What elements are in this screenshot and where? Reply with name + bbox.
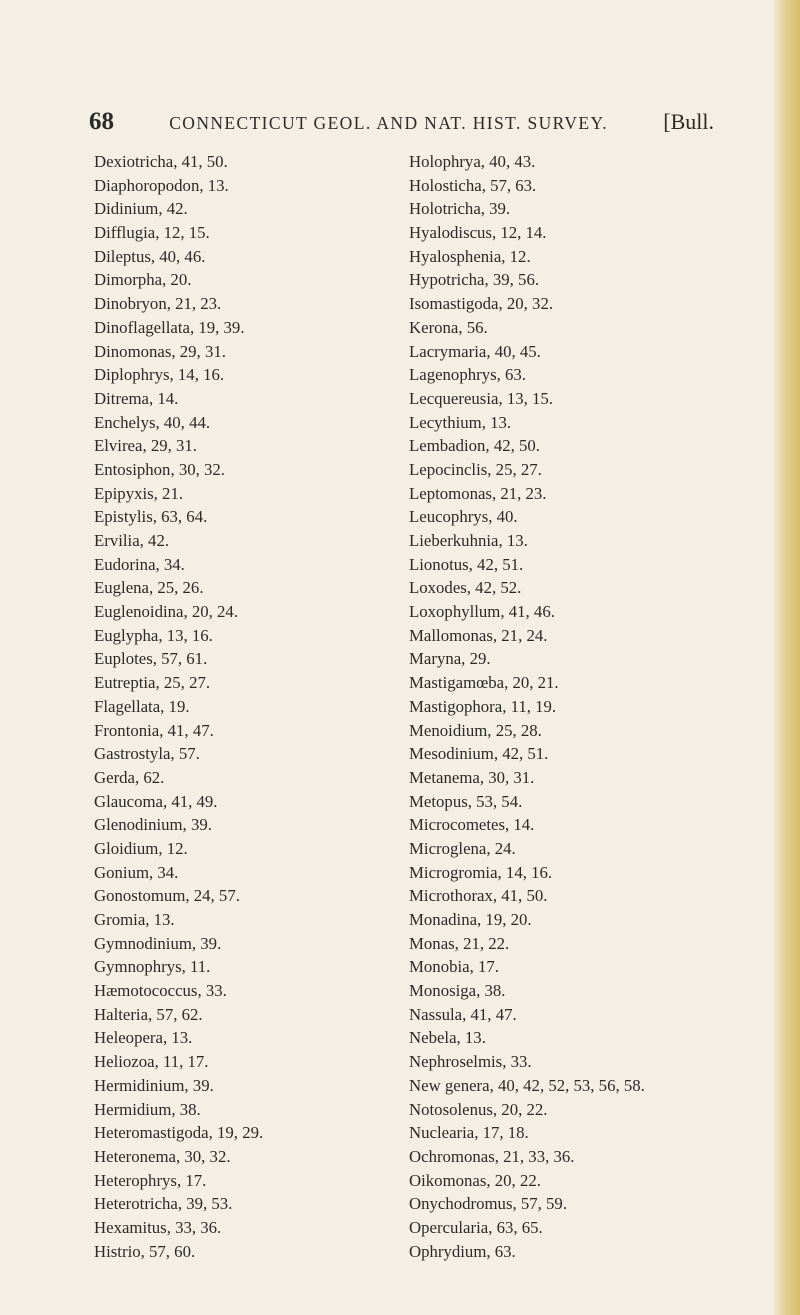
index-entry: Lieberkuhnia, 13. (409, 531, 528, 550)
index-entry: Gonostomum, 24, 57. (94, 886, 240, 906)
index-entry: Opercularia, 63, 65. (409, 1217, 543, 1237)
index-entry: Histrio, 57, 60. (94, 1241, 196, 1261)
index-entry: Hæmotococcus, 33. (94, 981, 227, 1001)
index-entry: Holotricha, 39. (409, 199, 511, 219)
index-entry: Monobia, 17. (409, 957, 499, 977)
index-entry: Enchelys, 40, 44. (94, 412, 211, 432)
index-entry: Metopus, 53, 54. (409, 791, 523, 811)
index-entry: Heteromastigoda, 19, 29. (94, 1123, 264, 1143)
index-entry: Dinobryon, 21, 23. (94, 294, 222, 314)
index-entry: Hypotricha, 39, 56. (409, 270, 540, 290)
index-entry: Ervilia, 42. (94, 531, 170, 550)
index-entry: Heliozoa, 11, 17. (94, 1052, 209, 1072)
bulletin-label: [Bull. (663, 109, 714, 134)
index-entry: Eudorina, 34. (94, 554, 185, 574)
index-entry: Loxodes, 42, 52. (409, 578, 522, 598)
index-entry: Nebela, 13. (409, 1028, 486, 1048)
index-entry: Hexamitus, 33, 36. (94, 1217, 222, 1237)
index-entry: Ophrydium, 63. (409, 1241, 516, 1261)
index-entry: Dinoflagellata, 19, 39. (94, 317, 245, 337)
index-entry: Glaucoma, 41, 49. (94, 791, 218, 811)
index-entry: Diaphoropodon, 13. (94, 175, 229, 195)
index-entry: Entosiphon, 30, 32. (94, 459, 225, 479)
index-entry: Nuclearia, 17, 18. (409, 1123, 529, 1143)
index-entry: Mastigamœba, 20, 21. (409, 673, 559, 693)
index-entry: Menoidium, 25, 28. (409, 720, 542, 740)
index-entry: Euglena, 25, 26. (94, 578, 204, 598)
index-entry: Hyalodiscus, 12, 14. (409, 223, 547, 243)
index-entry: Notosolenus, 20, 22. (409, 1099, 548, 1119)
index-entry: Metanema, 30, 31. (409, 767, 535, 787)
index-entry: Monosiga, 38. (409, 981, 506, 1001)
index-entry: Ditrema, 14. (94, 388, 179, 408)
index-entry: Maryna, 29. (409, 649, 491, 669)
index-entry: Epistylis, 63, 64. (94, 507, 208, 527)
index-column-left (94, 150, 414, 1263)
index-entry: Leptomonas, 21, 23. (409, 483, 547, 503)
index-entry: Dimorpha, 20. (94, 270, 192, 290)
index-entry: Microcometes, 14. (409, 815, 535, 835)
index-entry: Gloidium, 12. (94, 838, 188, 858)
index-entry: Isomastigoda, 20, 32. (409, 294, 554, 314)
page-number: 68 (89, 108, 114, 135)
index-entry: Kerona, 56. (409, 317, 488, 337)
index-entry: Ochromonas, 21, 33, 36. (409, 1146, 575, 1166)
index-entry: Glenodinium, 39. (94, 815, 212, 835)
page-edge (774, 0, 800, 1315)
index-entry: Mallomonas, 21, 24. (409, 625, 548, 645)
index-entry: Onychodromus, 57, 59. (409, 1194, 568, 1214)
index-entry: Heterotricha, 39, 53. (94, 1194, 233, 1214)
index-entry: Gymnophrys, 11. (94, 957, 211, 977)
index-entry: Oikomonas, 20, 22. (409, 1170, 541, 1190)
index-entry: Halteria, 57, 62. (94, 1004, 203, 1024)
index-entry: Euplotes, 57, 61. (94, 649, 208, 669)
index-entry: Gromia, 13. (94, 910, 175, 929)
index-column-right (409, 150, 729, 1263)
index-entry: Heterophrys, 17. (94, 1170, 207, 1190)
index-entry: Lagenophrys, 63. (409, 365, 526, 385)
index-entry: Holosticha, 57, 63. (409, 175, 537, 195)
index-entry: Euglenoidina, 20, 24. (94, 602, 239, 622)
index-entry: Lecquereusia, 13, 15. (409, 388, 553, 408)
index-entry: Flagellata, 19. (94, 696, 190, 716)
index-entry: Mastigophora, 11, 19. (409, 696, 557, 716)
index-entry: Euglypha, 13, 16. (94, 625, 213, 645)
index-entry: Nassula, 41, 47. (409, 1004, 517, 1024)
index-entry: Monadina, 19, 20. (409, 910, 532, 929)
index-entry: Epipyxis, 21. (94, 483, 184, 503)
page-header (89, 108, 714, 142)
index-entry: Hermidium, 38. (94, 1099, 201, 1119)
index-entry: Didinium, 42. (94, 199, 188, 219)
index-entry: Gastrostyla, 57. (94, 744, 200, 764)
index-entry: Lepocinclis, 25, 27. (409, 459, 542, 479)
index-entry: Frontonia, 41, 47. (94, 720, 214, 740)
index-entry: Microthorax, 41, 50. (409, 886, 548, 906)
index-entry: Hermidinium, 39. (94, 1075, 214, 1095)
index-entry: Leucophrys, 40. (409, 507, 518, 527)
index-entry: Hyalosphenia, 12. (409, 246, 531, 266)
index-entry: Dileptus, 40, 46. (94, 246, 206, 266)
index-entry: Monas, 21, 22. (409, 933, 510, 953)
index-entry: Nephroselmis, 33. (409, 1052, 532, 1072)
index-entry: Lionotus, 42, 51. (409, 554, 524, 574)
index-entry: Heteronema, 30, 32. (94, 1146, 231, 1166)
index-entry: Mesodinium, 42, 51. (409, 744, 549, 764)
index-entry: Gonium, 34. (94, 862, 179, 882)
index-entry: Eutreptia, 25, 27. (94, 673, 211, 693)
index-entry: New genera, 40, 42, 52, 53, 56, 58. (409, 1075, 645, 1095)
index-entry: Microglena, 24. (409, 838, 516, 858)
index-entry: Elvirea, 29, 31. (94, 436, 197, 456)
index-entry: Gerda, 62. (94, 767, 165, 787)
index-entry: Lembadion, 42, 50. (409, 436, 540, 456)
index-entry: Diplophrys, 14, 16. (94, 365, 225, 385)
index-entry: Lacrymaria, 40, 45. (409, 341, 541, 361)
index-entry: Heleopera, 13. (94, 1028, 193, 1048)
running-title: CONNECTICUT GEOL. AND NAT. HIST. SURVEY. (169, 113, 609, 133)
index-entry: Dexiotricha, 41, 50. (94, 152, 228, 171)
index-entry: Difflugia, 12, 15. (94, 223, 210, 243)
index-entry: Loxophyllum, 41, 46. (409, 602, 555, 622)
index-entry: Holophrya, 40, 43. (409, 152, 536, 171)
index-entry: Lecythium, 13. (409, 412, 512, 432)
index-entry: Gymnodinium, 39. (94, 933, 222, 953)
index-entry: Microgromia, 14, 16. (409, 862, 553, 882)
index-entry: Dinomonas, 29, 31. (94, 341, 226, 361)
